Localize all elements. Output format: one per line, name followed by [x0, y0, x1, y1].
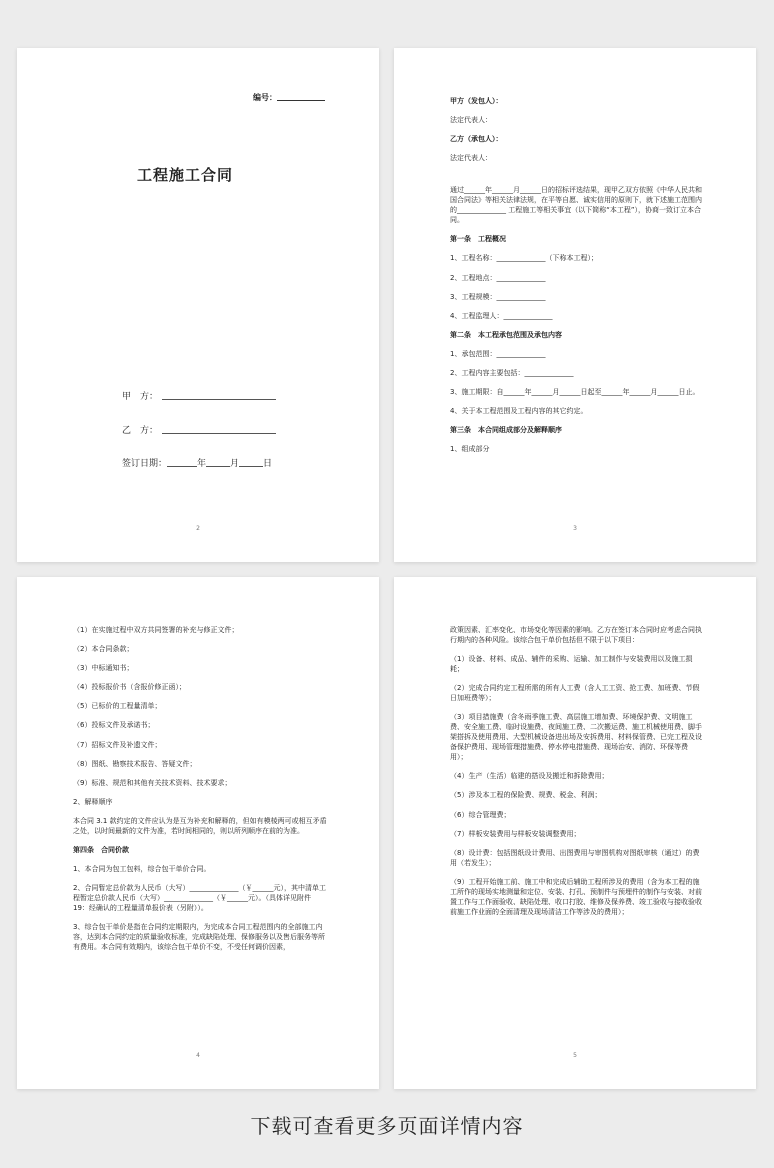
serial-number-field: [253, 92, 325, 103]
page-5-body: [450, 625, 704, 926]
paragraph: 3、综合包干单价是指在合同约定期限内，为完成本合同工程范围内的全部施工内容，达到本合同约定的质量验收标准，完成缺陷处理、保修服务以及售后服务等所有费用。本合同有效期内，该综合包干单价不变，不受任何调价因素，: [73, 923, 325, 952]
paragraph: （9）标准、规范和其他有关技术资料、技术要求；: [73, 778, 232, 787]
paragraph: 2、工程地点：______________: [450, 273, 546, 282]
paragraph: （5）已标价的工程量清单；: [73, 702, 162, 711]
paragraph: （9）工程开始施工前、施工中和完成后辅助工程所涉及的费用（含为本工程的施工所作的现场实地测量和定位、安装、打孔、预制件与预埋件的制作与安装、对前置工作与工作面验收、缺陷处理、收口打胶、维修及保养费、竣工验收与接收验收前施工作业面的全面清理及现场清洁工作等涉及的费用）；: [450, 877, 702, 916]
paragraph: （1）在实施过程中双方共同签署的补充与修正文件；: [73, 626, 239, 634]
party-b-label: 乙 方：: [122, 426, 159, 436]
page-number: 3: [573, 525, 577, 532]
paragraph: （3）中标通知书；: [73, 664, 134, 673]
day-label: 日: [263, 459, 273, 469]
page-4-body: [73, 625, 327, 961]
contract-title: 工程施工合同: [136, 166, 233, 184]
party-a-label: 甲 方：: [122, 392, 159, 402]
paragraph: （2）完成合同约定工程所需的所有人工费（含人工工资、抢工费、加班费、节假日加班费等）；: [450, 684, 700, 703]
paragraph: 法定代表人：: [450, 154, 492, 163]
paragraph: 2、解释顺序: [73, 797, 113, 806]
section-heading: 第二条 本工程承包范围及承包内容: [450, 330, 562, 339]
paragraph: （2）本合同条款；: [73, 645, 134, 654]
month-label: 月: [230, 459, 240, 469]
paragraph: 3、工程规模：______________: [450, 292, 546, 301]
paragraph: （4）投标报价书（含报价修正函）；: [73, 683, 186, 692]
paragraph: （6）投标文件及承诺书；: [73, 721, 155, 730]
page-number: 5: [573, 1052, 577, 1059]
paragraph: 2、合同暂定总价款为人民币（大写）______________（￥______元），其中清单工程暂定总价款人民币（大写）______________（￥______元）。（具体详见附件 19：经确认的工程量清单报价表（另附））。: [73, 884, 326, 913]
paragraph: （6）综合管理费；: [450, 810, 511, 819]
party-a-signature-line: [122, 389, 276, 402]
paragraph: 1、组成部分: [450, 445, 490, 454]
paragraph: （5）涉及本工程的保险费、规费、税金、利润；: [450, 791, 602, 800]
paragraph: （3）项目措施费（含冬雨季施工费、高层施工增加费、环境保护费、文明施工费、安全施工费、临时设施费、夜间施工费、二次搬运费、施工机械使用费、脚手架搭拆及使用费用、大型机械设备进出场及安拆费用、材料保管费、已完工程及设备保护费用、现场管理措施费、停水停电措施费、现场治安、消防、环保等费用）；: [450, 713, 702, 762]
serial-number-blank: [277, 92, 325, 101]
paragraph: 1、承包范围：______________: [450, 349, 546, 358]
document-page-5: [394, 577, 756, 1089]
document-page-4: [17, 577, 379, 1089]
paragraph: （7）招标文件及补遗文件；: [73, 740, 162, 749]
section-heading: 第一条 工程概况: [450, 235, 506, 244]
paragraph: 4、关于本工程范围及工程内容的其它约定。: [450, 407, 588, 416]
page-number: 2: [196, 525, 200, 532]
sign-date-line: [122, 456, 272, 469]
paragraph: （1）设备、材料、成品、辅件的采购、运输、加工制作与安装费用以及施工损耗；: [450, 655, 693, 674]
section-heading: 第三条 本合同组成部分及解释顺序: [450, 426, 562, 435]
paragraph: 1、本合同为包工包料，综合包干单价合同。: [73, 865, 211, 874]
download-more-caption: 下载可查看更多页面详情内容: [250, 1114, 524, 1138]
paragraph: 本合同 3.1 款约定的文件应认为是互为补充和解释的，但如有模棱两可或相互矛盾之处，以时间最新的文件为准，若时间相同的，则以所列顺序在前的为准。: [73, 816, 327, 835]
paragraph: （8）图纸、勘察技术报告、答疑文件；: [73, 759, 197, 768]
sign-date-label: 签订日期：: [122, 459, 168, 469]
paragraph: （8）设计费：包括图纸设计费用、出图费用与审图机构对图纸审核（通过）的费用（若发生）；: [450, 848, 700, 867]
paragraph: 通过______年______月______日的招标评选结果，现甲乙双方依照《中华人民共和国合同法》等相关法律法规，在平等自愿、诚实信用的原则下，就下述施工范围内的______________ 工程施工等相关事宜（以下简称“本工程”），协商一致订立本合同。: [450, 186, 702, 225]
page-3-body: [450, 96, 704, 464]
paragraph: （7）样板安装费用与样板安装调整费用；: [450, 829, 581, 838]
page-number: 4: [196, 1052, 200, 1059]
paragraph: （4）生产（生活）临建的搭设及搬迁和拆除费用；: [450, 772, 609, 781]
document-page-3: [394, 48, 756, 562]
serial-number-label: 编号：: [253, 93, 277, 102]
paragraph: 2、工程内容主要包括：______________: [450, 369, 574, 378]
section-heading: 甲方（发包人）：: [450, 97, 503, 105]
paragraph: 4、工程监理人：______________: [450, 311, 553, 320]
year-label: 年: [197, 459, 207, 469]
document-page-cover: [17, 48, 379, 562]
section-heading: 乙方（承包人）：: [450, 135, 503, 144]
section-heading: 第四条 合同价款: [73, 846, 129, 855]
paragraph: 政策因素、汇率变化、市场变化等因素的影响。乙方在签订本合同时应考虑合同执行期内的各种风险。该综合包干单价包括但不限于以下项目：: [450, 626, 702, 644]
paragraph: 3、施工期限：自______年______月______日起至______年______月______日止。: [450, 388, 700, 397]
paragraph: 法定代表人：: [450, 116, 492, 125]
paragraph: 1、工程名称：______________（下称本工程）；: [450, 254, 598, 263]
party-b-signature-line: [122, 423, 276, 436]
